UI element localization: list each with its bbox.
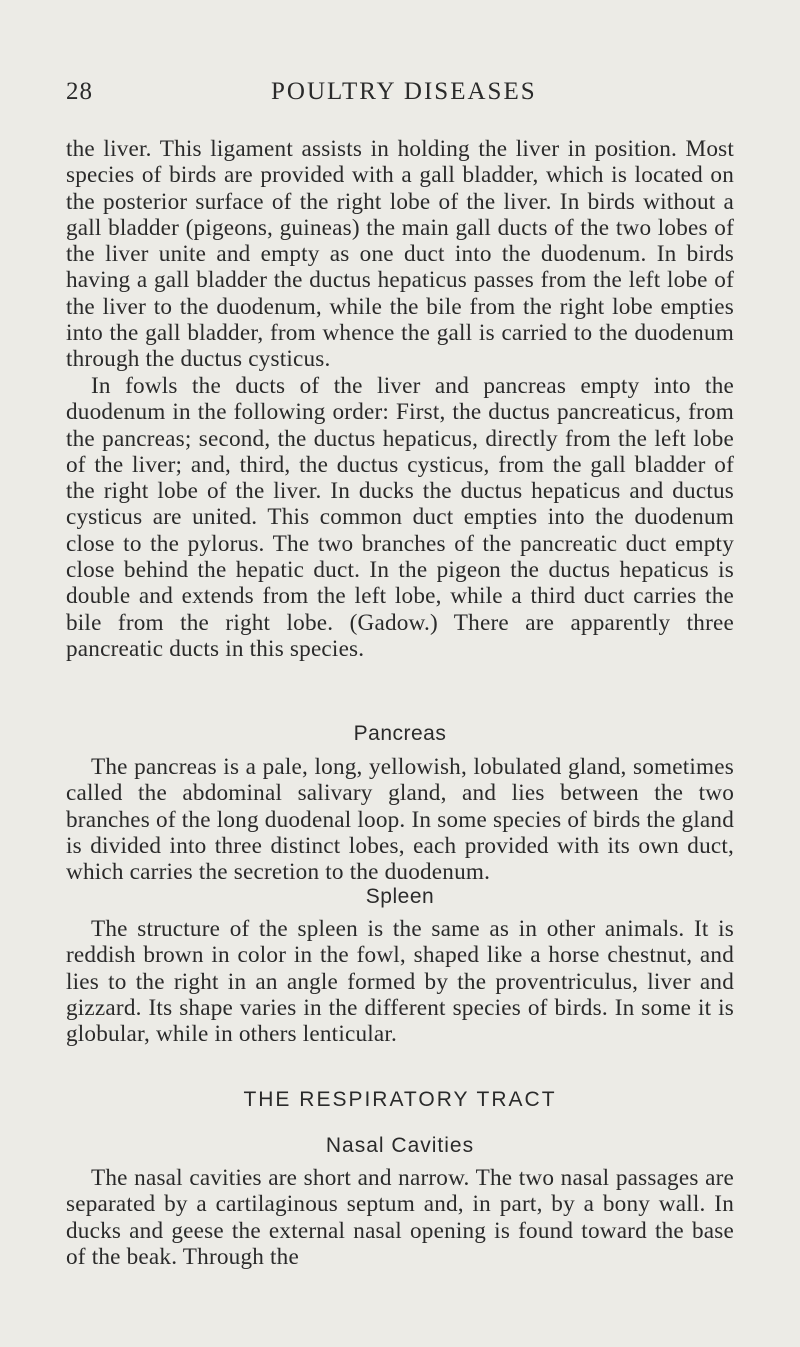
running-head <box>66 78 734 108</box>
heading-pancreas: Pancreas <box>353 722 447 745</box>
paragraph-ducts-order: In fowls the ducts of the liver and pancreas empty into the duodenum in the following order: First, the ductus pancreaticus, from the pancreas; second, the ductus hepaticus, directly from the left lobe of the liver; and, third, the ductus cysticus, from the gall bladder of the right lobe of the liver. In ducks the ductus hepaticus and ductus cysticus are united. This common duct empties into the duodenum close to the pylorus. The two branches of the pancreatic duct empty close behind the hepatic duct. In the pigeon the ductus hepaticus is double and extends from the left lobe, while a third duct carries the bile from the right lobe. (Gadow.) There are apparently three pancreatic ducts in this species. <box>66 373 734 662</box>
section-heading-respiratory-tract: THE RESPIRATORY TRACT <box>243 1088 557 1111</box>
paragraph-nasal-cavities: The nasal cavities are short and narrow. The two nasal passages are separated by a cartilaginous septum and, in part, by a bony wall. In ducks and geese the external nasal opening is found toward the base of the beak. Through the <box>66 1165 734 1270</box>
heading-nasal-cavities: Nasal Cavities <box>325 1134 475 1157</box>
paragraph-liver-continued: the liver. This ligament assists in holding the liver in position. Most species of birds are provided with a gall bladder, which is located on the posterior surface of the right lobe of the liver. In birds without a gall bladder (pigeons, guineas) the main gall ducts of the two lobes of the liver unite and empty as one duct into the duodenum. In birds having a gall bladder the ductus hepaticus passes from the left lobe of the liver to the duodenum, while the bile from the right lobe empties into the gall bladder, from whence the gall is carried to the duodenum through the ductus cysticus. <box>66 136 734 373</box>
running-title: POULTRY DISEASES <box>271 78 537 105</box>
page-number: 28 <box>66 78 93 105</box>
paragraph-spleen: The structure of the spleen is the same as in other animals. It is reddish brown in color in the fowl, shaped like a horse chestnut, and lies to the right in an angle formed by the proventriculus, liver and gizzard. Its shape varies in the different species of birds. In some it is globular, while in others lenticular. <box>66 916 734 1048</box>
paragraph-pancreas: The pancreas is a pale, long, yellowish, lobulated gland, sometimes called the abdominal salivary gland, and lies between the two branches of the long duodenal loop. In some species of birds the gland is divided into three distinct lobes, each provided with its own duct, which carries the secretion to the duodenum. <box>66 754 734 886</box>
heading-spleen: Spleen <box>365 885 435 908</box>
